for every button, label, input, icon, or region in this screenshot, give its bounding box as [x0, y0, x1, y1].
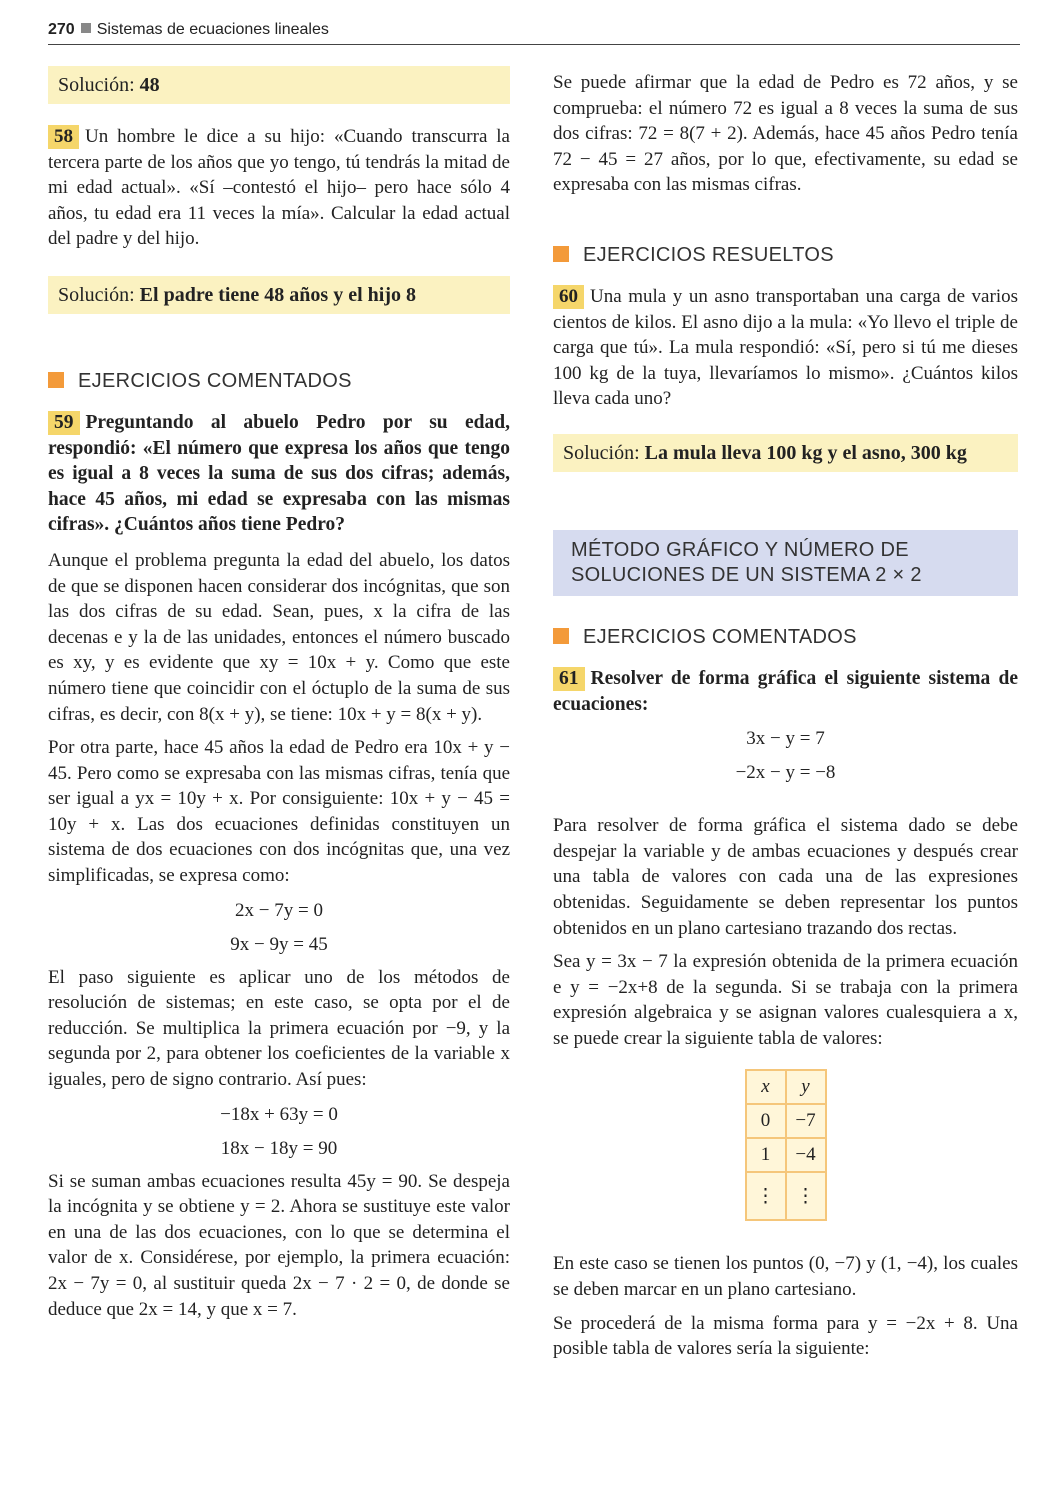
exercise-61 [553, 666, 1018, 717]
table-cell: ⋮ [746, 1172, 786, 1220]
table-cell: −7 [786, 1104, 826, 1138]
table-header-cell: x [746, 1070, 786, 1104]
exercise-question: Preguntando al abuelo Pedro por su edad, respondió: «El número que expresa los años que tengo es igual a 8 veces la suma de sus dos cifras; además, hace 45 años, mi edad se expresaba con las mismas cifras». ¿Cuántos años tiene Pedro? [48, 411, 510, 536]
right-column [553, 70, 1018, 1362]
solution-value: La mula lleva 100 kg y el asno, 300 kg [644, 441, 967, 464]
paragraph: Si se suman ambas ecuaciones resulta 45y = 90. Se despeja la incógnita y se obtiene y = 2. Ahora se sustituye este valor en una de las dos ecuaciones, con lo que se determina el valor de x. Considérese, por ejemplo, la primera ecuación: 2x − 7y = 0, al sustituir queda 2x − 7 · 2 = 0, de donde se deduce que 2x = 14, y que x = 7. [48, 1170, 510, 1320]
solution-label: Solución: [563, 441, 645, 464]
page-header [48, 18, 1020, 45]
exercise-text: Un hombre le dice a su hijo: «Cuando transcurra la tercera parte de los años que yo tengo, tú tendrás la mitad de mi edad actual». «Sí –contestó el hijo– pero hace sólo 4 años, tu edad era 11 veces la mía». Calcular la edad actual del padre y del hijo. [48, 126, 510, 250]
table-header-row [746, 1070, 826, 1104]
topic-title-line-1: MÉTODO GRÁFICO Y NÚMERO DE [571, 538, 909, 561]
paragraph: Sea y = 3x − 7 la expresión obtenida de la primera ecuación e y = −2x+8 de la segunda. Si se trabaja con la primera expresión algebraica y se asignan valores cualesquiera a x, se puede crear la siguiente tabla de valores: [553, 951, 1018, 1049]
equation: 9x − 9y = 45 [230, 933, 328, 955]
equation: 2x − 7y = 0 [235, 899, 323, 921]
equation: −18x + 63y = 0 [220, 1103, 338, 1125]
solution-label: Solución: [58, 74, 140, 96]
paragraph: Se puede afirmar que la edad de Pedro es 72 años, y se comprueba: el número 72 es igual a 8 veces la suma de sus dos cifras: 72 = 8(7 + 2). Además, hace 45 años Pedro tenía 72 − 45 = 27 años, por lo que, efectivamente, su edad se expresaba con las mismas cifras. [553, 72, 1018, 196]
table-cell: ⋮ [786, 1172, 826, 1220]
solution-value: El padre tiene 48 años y el hijo 8 [139, 283, 416, 306]
section-heading [553, 624, 1018, 650]
table-cell: 1 [746, 1138, 786, 1172]
exercise-60 [553, 284, 1018, 412]
table-row [746, 1138, 826, 1172]
exercise-number: 59 [48, 411, 80, 435]
exercise-59 [48, 410, 510, 538]
solution-label: Solución: [58, 283, 140, 306]
exercise-58 [48, 124, 510, 252]
orange-square-icon [553, 246, 569, 262]
left-column [48, 60, 510, 1322]
section-title: EJERCICIOS COMENTADOS [583, 625, 857, 648]
orange-square-icon [48, 372, 64, 388]
topic-banner [553, 530, 1018, 596]
section-title: EJERCICIOS RESUELTOS [583, 243, 834, 266]
header-square-icon [81, 23, 91, 33]
solution-box [48, 276, 510, 314]
section-heading [553, 242, 1018, 268]
paragraph: El paso siguiente es aplicar uno de los métodos de resolución de sistemas; en este caso, se opta por el de reducción. Se multiplica la primera ecuación por −9, y la segunda por 2, para obtener los coeficientes de la variable x iguales, pero de signo contrario. Así pues: [48, 966, 510, 1091]
equation: 18x − 18y = 90 [220, 1137, 338, 1159]
values-table [745, 1069, 827, 1221]
exercise-number: 60 [553, 285, 584, 309]
table-cell: 0 [746, 1104, 786, 1138]
solution-value: 48 [139, 74, 160, 96]
page-number: 270 [48, 21, 75, 38]
chapter-title: Sistemas de ecuaciones lineales [96, 21, 329, 38]
table-row [746, 1172, 826, 1220]
paragraph: En este caso se tienen los puntos (0, −7) y (1, −4), los cuales se deben marcar en un plano cartesiano. [553, 1253, 1018, 1301]
section-title: EJERCICIOS COMENTADOS [78, 369, 352, 392]
orange-square-icon [553, 628, 569, 644]
solution-box [48, 66, 510, 104]
section-heading [48, 368, 510, 394]
table-row [746, 1104, 826, 1138]
equation: −2x − y = −8 [735, 762, 836, 784]
exercise-number: 61 [553, 667, 585, 691]
paragraph: Para resolver de forma gráfica el sistema dado se debe despejar la variable y de ambas ecuaciones y después crear una tabla de valores con cada una de las expresiones obtenidas. Seguidamente se deben representar los puntos obtenidos en un plano cartesiano trazando dos rectas. [553, 815, 1018, 939]
table-header-cell: y [786, 1070, 826, 1104]
equation: 3x − y = 7 [746, 728, 825, 750]
solution-box [553, 434, 1018, 472]
exercise-question: Resolver de forma gráfica el siguiente sistema de ecuaciones: [553, 667, 1018, 715]
exercise-text: Una mula y un asno transportaban una carga de varios cientos de kilos. El asno dijo a la mula: «Yo llevo el triple de carga que tú». La mula respondió: «Sí, pero si tú me dieses 100 kg de la tuya, llevaríamos lo mismo». ¿Cuántos kilos lleva cada uno? [553, 285, 1018, 410]
exercise-number: 58 [48, 125, 79, 149]
paragraph: Aunque el problema pregunta la edad del abuelo, los datos de que se disponen hacen considerar dos incógnitas, que son las dos cifras de su edad. Sean, pues, x la cifra de las decenas e y la de las unidades, entonces el número buscado es xy, y es evidente que xy = 10x + y. Como que este número tiene que coincidir con el óctuplo de la suma de sus cifras, es decir, con 8(x + y), se tiene: 10x + y = 8(x + y). [48, 549, 510, 725]
topic-title-line-2: SOLUCIONES DE UN SISTEMA 2 × 2 [571, 563, 922, 586]
paragraph: Se procederá de la misma forma para y = −2x + 8. Una posible tabla de valores sería la siguiente: [553, 1312, 1018, 1360]
paragraph: Por otra parte, hace 45 años la edad de Pedro era 10x + y − 45. Pero como se expresaba con las mismas cifras, tenía que ser igual a yx = 10y + x. Por consiguiente: 10x + y − 45 = 10y + x. Las dos ecuaciones definidas constituyen un sistema de dos ecuaciones con dos incógnitas que, una vez simplificadas, se expresa como: [48, 737, 510, 887]
table-cell: −4 [786, 1138, 826, 1172]
